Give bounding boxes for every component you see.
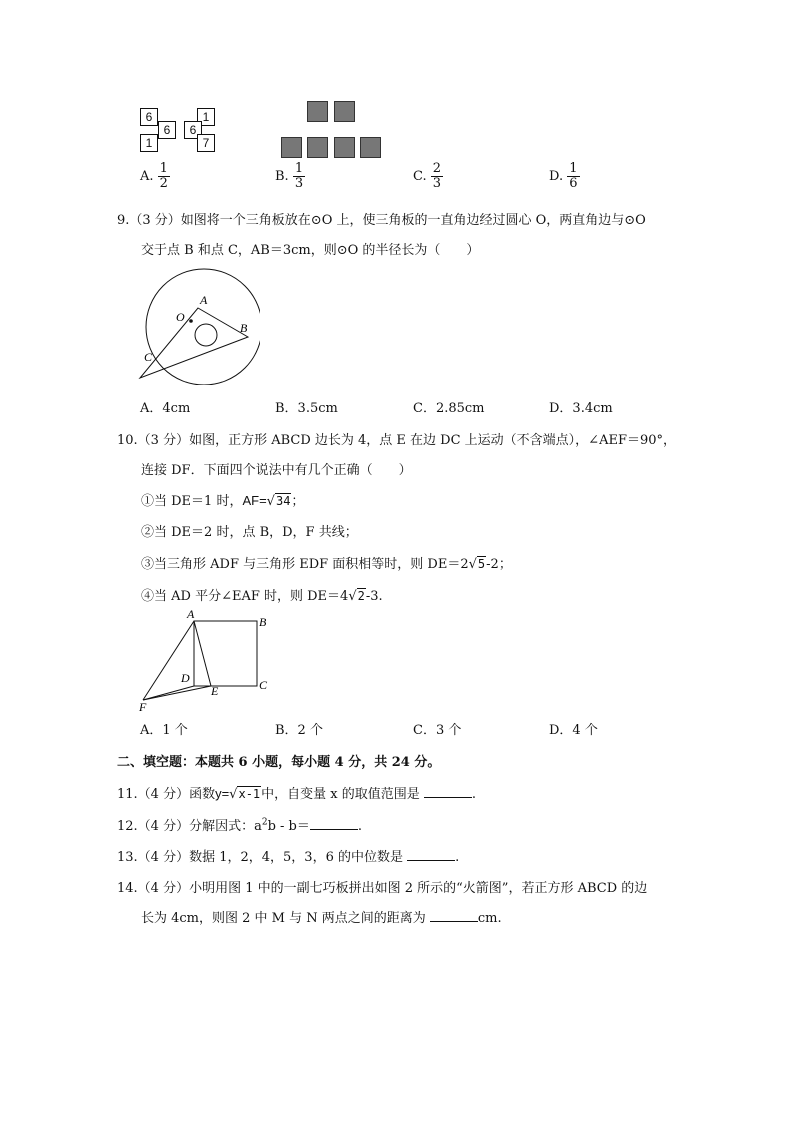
- denominator: 2: [159, 176, 168, 191]
- q9-circle-triangle-figure: [130, 260, 260, 385]
- denominator: 3: [432, 176, 442, 191]
- question-text: .: [471, 787, 477, 802]
- label-c: C: [144, 350, 153, 364]
- q8-option-a[interactable]: [140, 162, 170, 191]
- question-text: 中，自变量 x 的取值范围是: [261, 787, 420, 802]
- statement-text: ④当 AD 平分∠EAF 时，则 DE＝: [141, 589, 341, 604]
- card: 6: [158, 121, 176, 139]
- q9-question-line-2: 交于点 B 和点 C，AB＝3cm，则⊙O 的半径长为（ ）: [141, 243, 480, 258]
- option-letter: B.: [275, 169, 289, 184]
- question-text: 13.（4 分）数据 1，2，4，5，3，6 的中位数是: [117, 850, 403, 865]
- option-letter: A.: [140, 169, 154, 184]
- q10-statement-2: ②当 DE＝2 时，点 B，D，F 共线；: [141, 525, 358, 540]
- gray-square: [360, 137, 381, 158]
- radicand: 34: [275, 494, 291, 508]
- card: 6: [184, 121, 202, 139]
- card: 1: [140, 134, 158, 152]
- statement-text: -2；: [486, 557, 512, 572]
- coefficient: 2: [460, 557, 469, 572]
- q8-option-c[interactable]: [413, 162, 443, 191]
- q8-option-b[interactable]: [275, 162, 305, 191]
- question-text: cm.: [477, 911, 502, 926]
- exponent: 2: [261, 817, 268, 828]
- gray-square: [307, 101, 328, 122]
- q10-statement-4: ④当 AD 平分∠EAF 时，则 DE＝4√2-3.: [141, 589, 383, 604]
- q10-question-line-1: 10.（3 分）如图，正方形 ABCD 边长为 4，点 E 在边 DC 上运动（不含端点），∠AEF＝90°，: [117, 433, 677, 448]
- label-a: A: [200, 293, 208, 307]
- answer-blank[interactable]: [424, 787, 472, 798]
- q8-option-d[interactable]: [549, 162, 580, 191]
- card: 6: [140, 108, 158, 126]
- answer-blank[interactable]: [310, 819, 358, 830]
- q10-statement-1: ①当 DE＝1 时，AF=√34；: [141, 493, 305, 509]
- label-c: C: [259, 678, 268, 692]
- card: 7: [197, 134, 215, 152]
- fraction: [431, 162, 443, 191]
- denominator: 6: [569, 176, 578, 191]
- q10-option-c[interactable]: C．3 个: [413, 723, 462, 738]
- fraction: [158, 162, 170, 191]
- q9-option-a[interactable]: A．4cm: [140, 401, 191, 416]
- answer-blank[interactable]: [407, 850, 455, 861]
- label-f: F: [139, 700, 147, 714]
- q10-option-a[interactable]: A．1 个: [140, 723, 188, 738]
- question-text: .: [455, 850, 460, 865]
- q10-option-d[interactable]: D．4 个: [549, 723, 598, 738]
- gray-square: [334, 101, 355, 122]
- statement-text: ；: [291, 494, 305, 509]
- question-text: .: [357, 819, 363, 834]
- q9-option-b[interactable]: B．3.5cm: [275, 401, 338, 416]
- fraction: [567, 162, 579, 191]
- question-text: b - b＝: [267, 819, 310, 834]
- radicand: 2: [357, 589, 365, 603]
- radicand: x-1: [238, 787, 261, 801]
- statement-text: ①当 DE＝1 时，: [141, 494, 243, 509]
- numerator: 1: [569, 161, 578, 176]
- numerator: 1: [159, 161, 168, 176]
- q10-statement-3: ③当三角形 ADF 与三角形 EDF 面积相等时，则 DE＝2√5-2；: [141, 557, 512, 572]
- gray-square: [334, 137, 355, 158]
- label-b: B: [259, 615, 267, 629]
- question-text: 长为 4cm，则图 2 中 M 与 N 两点之间的距离为: [141, 911, 426, 926]
- q14-question-line-1: 14.（4 分）小明用图 1 中的一副七巧板拼出如图 2 所示的“火箭图”，若正方形 ABCD 的边: [117, 881, 648, 896]
- numerator: 1: [294, 161, 304, 176]
- label-e: E: [211, 684, 219, 698]
- gray-square: [307, 137, 328, 158]
- q9-option-d[interactable]: D．3.4cm: [549, 401, 613, 416]
- option-letter: D.: [549, 169, 564, 184]
- label-d: D: [181, 671, 190, 685]
- q12-question: [117, 815, 362, 834]
- fraction: [293, 162, 305, 191]
- coefficient: 4: [340, 589, 349, 604]
- option-letter: C.: [413, 169, 427, 184]
- denominator: 3: [294, 176, 304, 191]
- label-a: A: [187, 607, 195, 621]
- radicand: 5: [477, 557, 486, 571]
- q9-option-c[interactable]: C．2.85cm: [413, 401, 485, 416]
- q10-square-figure: [135, 605, 285, 715]
- question-text: 11.（4 分）函数: [117, 787, 216, 802]
- math-lhs: AF=: [242, 493, 267, 508]
- question-text: 12.（4 分）分解因式：a: [117, 819, 262, 834]
- q10-option-b[interactable]: B．2 个: [275, 723, 323, 738]
- q13-question: [117, 846, 459, 865]
- statement-text: ③当三角形 ADF 与三角形 EDF 面积相等时，则 DE＝: [141, 557, 461, 572]
- label-o: O: [176, 310, 185, 324]
- answer-blank[interactable]: [430, 911, 478, 922]
- label-b: B: [240, 321, 248, 335]
- math-lhs: y=: [215, 786, 230, 801]
- q14-question-line-2: [141, 907, 502, 926]
- statement-text: -3.: [365, 589, 383, 604]
- section-heading: 二、填空题：本题共 6 小题，每小题 4 分，共 24 分。: [117, 755, 441, 770]
- q11-question: 11.（4 分）函数y=√x-1中，自变量 x 的取值范围是 .: [117, 786, 477, 802]
- gray-square: [281, 137, 302, 158]
- card: 1: [197, 108, 215, 126]
- q10-question-line-2: 连接 DF．下面四个说法中有几个正确（ ）: [141, 463, 412, 478]
- q9-question-line-1: 9.（3 分）如图将一个三角板放在⊙O 上，使三角板的一直角边经过圆心 O，两直角边与⊙O: [117, 213, 646, 228]
- numerator: 2: [432, 161, 442, 176]
